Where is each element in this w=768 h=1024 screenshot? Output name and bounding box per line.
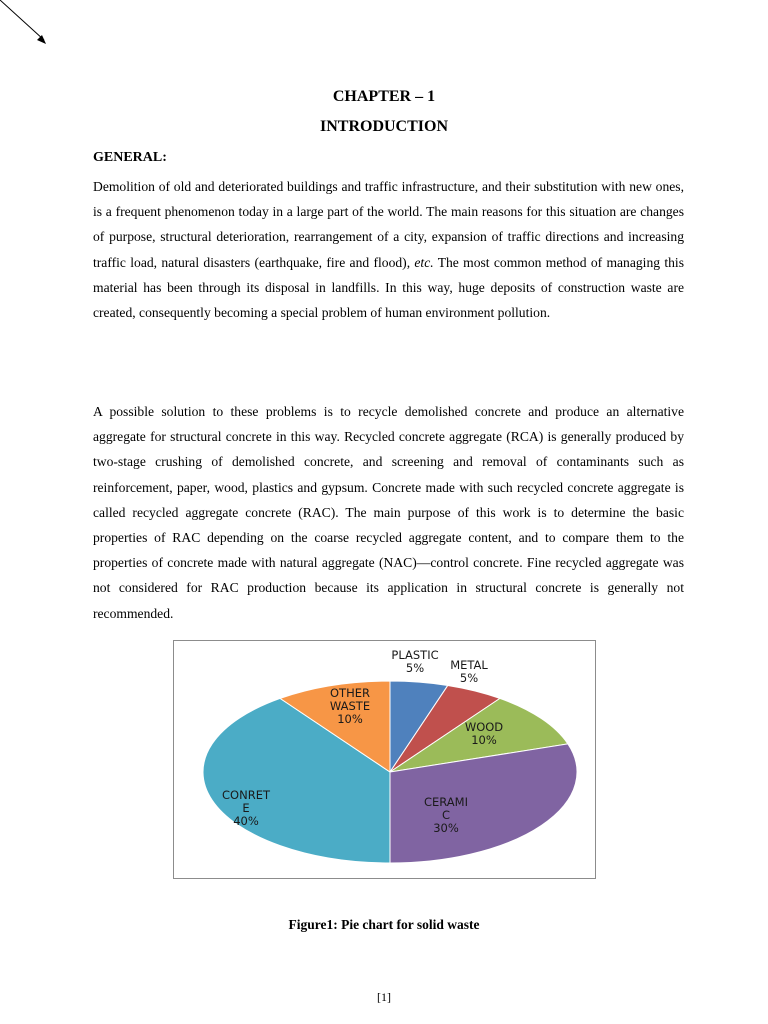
pie-label-line: 40% — [233, 814, 259, 828]
paragraph-1-part-1: Demolition of old and deteriorated buildings and traffic infrastructure, and their substitution with new ones, is a frequent phenomenon today in a large part of the world. The main reasons for this situation are changes of purpose, structural deterioration, rearrangement of a city, expansion of traffic directions and increasing traffic load, natural disasters (earthquake, fire and flood), — [93, 179, 684, 270]
pie-label-line: 5% — [405, 661, 425, 675]
chapter-heading: CHAPTER – 1 — [332, 88, 436, 105]
pie-label-0 — [391, 648, 438, 675]
paragraph-2: A possible solution to these problems is to recycle demolished concrete and produce an alternative aggregate for structural concrete in this way. Recycled concrete aggregate (RCA) is generally produced by two-stage crushing of demolished concrete, and screening and removal of contaminants such as reinforcement, paper, wood, plastics and gypsum. Concrete made with such recycled concrete aggregate is called recycled aggregate concrete (RAC). The main purpose of this work is to determine the basic properties of RAC depending on the coarse recycled aggregate content, and to compare them to the properties of concrete made with natural aggregate (NAC)—control concrete. Fine recycled aggregate was not considered for RAC production because its application in structural concrete is generally not recommended. — [93, 404, 684, 621]
pie-label-line: E — [242, 801, 250, 815]
pie-label-line: PLASTIC — [391, 648, 439, 662]
pie-label-1 — [450, 658, 488, 685]
pie-chart — [174, 641, 595, 878]
chapter-title: INTRODUCTION — [319, 118, 448, 135]
pie-label-line: CONRET — [222, 788, 270, 802]
paragraph-1-italic: etc. — [414, 254, 434, 270]
pie-label-line: 5% — [459, 671, 479, 685]
pie-label-line: METAL — [450, 658, 488, 672]
paragraph-1 — [93, 174, 684, 325]
pie-label-line: CERAMI — [423, 795, 469, 809]
pie-label-line: 10% — [471, 733, 497, 747]
pie-label-line: 10% — [337, 712, 363, 726]
paragraph-1-part-2: The most common method of managing this material has been through its disposal in landfills. In this way, huge deposits of construction waste are created, consequently becoming a special problem of human environment pollution. — [93, 254, 684, 321]
pie-label-line: C — [441, 808, 451, 822]
figure-caption: Figure1: Pie chart for solid waste — [288, 917, 480, 932]
arrow-icon — [0, 0, 60, 60]
pie-label-line: WOOD — [464, 720, 504, 734]
section-heading: GENERAL: — [93, 150, 167, 165]
page-number: [1] — [377, 990, 391, 1004]
pie-chart-frame — [173, 640, 596, 879]
pie-label-line: WASTE — [329, 699, 371, 713]
pie-label-line: OTHER — [330, 686, 370, 700]
pie-label-line: 30% — [433, 821, 459, 835]
